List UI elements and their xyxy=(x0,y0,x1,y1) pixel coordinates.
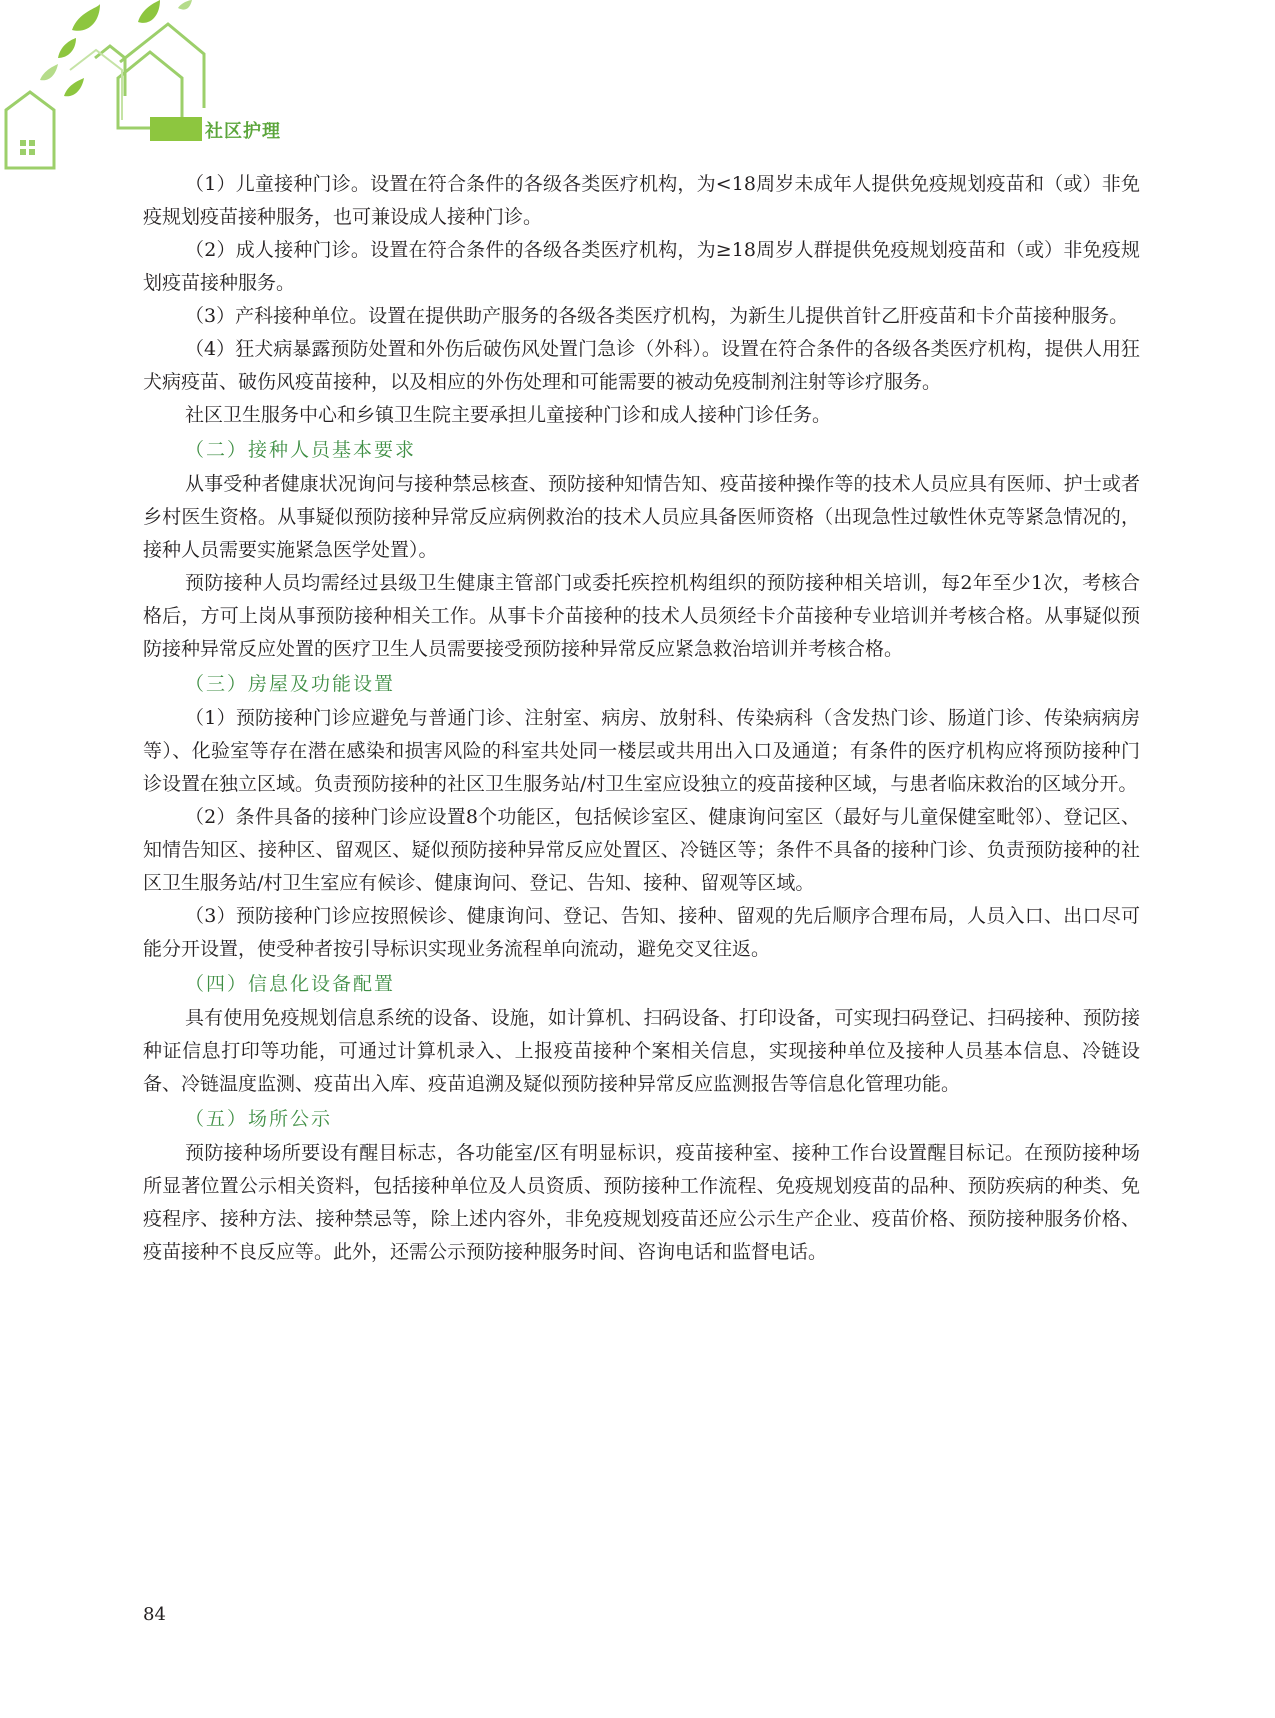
body-paragraph: 预防接种场所要设有醒目标志，各功能室/区有明显标识，疫苗接种室、接种工作台设置醒目标记。在预防接种场所显著位置公示相关资料，包括接种单位及人员资质、预防接种工作流程、免疫规划疫苗的品种、预防疾病的种类、免疫程序、接种方法、接种禁忌等，除上述内容外，非免疫规划疫苗还应公示生产企业、疫苗价格、预防接种服务价格、疫苗接种不良反应等。此外，还需公示预防接种服务时间、咨询电话和监督电话。 xyxy=(143,1142,1140,1263)
body-paragraph: （4）狂犬病暴露预防处置和外伤后破伤风处置门急诊（外科）。设置在符合条件的各级各类医疗机构，提供人用狂犬病疫苗、破伤风疫苗接种，以及相应的外伤处理和可能需要的被动免疫制剂注射等诊疗服务。 xyxy=(143,338,1140,393)
body-paragraph: （2）条件具备的接种门诊应设置8个功能区，包括候诊室区、健康询问室区（最好与儿童保健室毗邻）、登记区、知情告知区、接种区、留观区、疑似预防接种异常反应处置区、冷链区等；条件不具备的接种门诊、负责预防接种的社区卫生服务站/村卫生室应有候诊、健康询问、登记、告知、接种、留观等区域。 xyxy=(143,806,1140,894)
page-body xyxy=(143,168,1140,1269)
section-heading: （四）信息化设备配置 xyxy=(185,973,396,995)
body-paragraph: 从事受种者健康状况询问与接种禁忌核查、预防接种知情告知、疫苗接种操作等的技术人员应具有医师、护士或者乡村医生资格。从事疑似预防接种异常反应病例救治的技术人员应具备医师资格（出现急性过敏性休克等紧急情况的，接种人员需要实施紧急医学处置）。 xyxy=(143,473,1140,561)
body-paragraph: 社区卫生服务中心和乡镇卫生院主要承担儿童接种门诊和成人接种门诊任务。 xyxy=(185,404,832,426)
page-number: 84 xyxy=(143,1604,166,1625)
section-heading: （三）房屋及功能设置 xyxy=(185,673,396,695)
body-paragraph: 具有使用免疫规划信息系统的设备、设施，如计算机、扫码设备、打印设备，可实现扫码登记、扫码接种、预防接种证信息打印等功能，可通过计算机录入、上报疫苗接种个案相关信息，实现接种单位及接种人员基本信息、冷链设备、冷链温度监测、疫苗出入库、疫苗追溯及疑似预防接种异常反应监测报告等信息化管理功能。 xyxy=(143,1007,1140,1095)
chapter-label: 社区护理 xyxy=(205,121,281,142)
section-heading: （二）接种人员基本要求 xyxy=(185,439,417,461)
body-paragraph: 预防接种人员均需经过县级卫生健康主管部门或委托疾控机构组织的预防接种相关培训，每2年至少1次，考核合格后，方可上岗从事预防接种相关工作。从事卡介苗接种的技术人员须经卡介苗接种专业培训并考核合格。从事疑似预防接种异常反应处置的医疗卫生人员需要接受预防接种异常反应紧急救治培训并考核合格。 xyxy=(143,572,1140,660)
body-paragraph: （1）预防接种门诊应避免与普通门诊、注射室、病房、放射科、传染病科（含发热门诊、肠道门诊、传染病病房等）、化验室等存在潜在感染和损害风险的科室共处同一楼层或共用出入口及通道；有条件的医疗机构应将预防接种门诊设置在独立区域。负责预防接种的社区卫生服务站/村卫生室应设独立的疫苗接种区域，与患者临床救治的区域分开。 xyxy=(143,707,1140,795)
body-paragraph: （2）成人接种门诊。设置在符合条件的各级各类医疗机构，为≥18周岁人群提供免疫规划疫苗和（或）非免疫规划疫苗接种服务。 xyxy=(143,239,1140,294)
body-paragraph: （3）预防接种门诊应按照候诊、健康询问、登记、告知、接种、留观的先后顺序合理布局，人员入口、出口尽可能分开设置，使受种者按引导标识实现业务流程单向流动，避免交叉往返。 xyxy=(143,905,1140,960)
body-paragraph: （3）产科接种单位。设置在提供助产服务的各级各类医疗机构，为新生儿提供首针乙肝疫苗和卡介苗接种服务。 xyxy=(185,305,1129,327)
header-logo-houses-leaves xyxy=(0,0,215,180)
body-paragraph: （1）儿童接种门诊。设置在符合条件的各级各类医疗机构，为<18周岁未成年人提供免疫规划疫苗和（或）非免疫规划疫苗接种服务，也可兼设成人接种门诊。 xyxy=(143,173,1140,228)
section-heading: （五）场所公示 xyxy=(185,1108,333,1130)
